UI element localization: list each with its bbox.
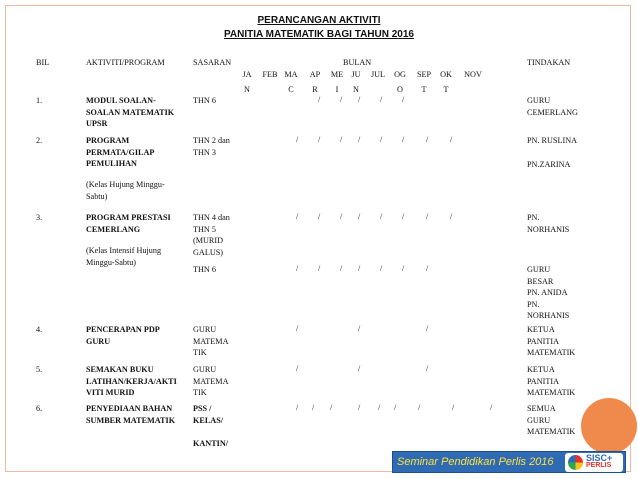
row3-tindakan: PN. NORHANIS <box>527 213 570 234</box>
sun-icon <box>568 455 583 470</box>
tick-mark: / <box>358 135 361 144</box>
page-subtitle: PANITIA MATEMATIK BAGI TAHUN 2016 <box>223 29 414 40</box>
tick-mark: / <box>378 403 381 412</box>
tick-mark: / <box>452 403 455 412</box>
tick-mark: / <box>450 135 453 144</box>
tick-mark: / <box>318 212 321 221</box>
month-sept: SEP T <box>416 70 432 94</box>
tick-mark: / <box>296 403 299 412</box>
tick-mark: / <box>380 264 383 273</box>
tick-mark: / <box>426 324 429 333</box>
row6-bil: 6. <box>36 404 43 413</box>
month-okt: OK T <box>440 70 452 94</box>
row6-tindakan: SEMUA GURU MATEMATIK <box>527 404 576 436</box>
row3b-sasaran: THN 6 <box>193 265 216 274</box>
header-tindakan: TINDAKAN <box>527 58 571 67</box>
row4-bil: 4. <box>36 325 43 334</box>
row5-tindakan: KETUA PANITIA MATEMATIK <box>527 365 576 397</box>
header-sasaran: SASARAN <box>193 58 232 67</box>
tick-mark: / <box>358 403 361 412</box>
tick-mark: / <box>402 95 405 104</box>
month-feb: FEB <box>262 70 278 79</box>
tick-mark: / <box>340 264 343 273</box>
tick-mark: / <box>296 212 299 221</box>
tick-mark: / <box>296 364 299 373</box>
tick-mark: / <box>296 135 299 144</box>
row3-bil: 3. <box>36 213 43 222</box>
row3b-tindakan: GURU BESAR PN. ANIDA PN. NORHANIS <box>527 265 570 320</box>
month-jun: JU N <box>351 70 361 94</box>
tick-mark: / <box>380 95 383 104</box>
tick-mark: / <box>402 264 405 273</box>
tick-mark: / <box>340 212 343 221</box>
month-ogo: OG O <box>394 70 406 94</box>
row2-tindakan: PN. RUSLINA PN.ZARINA <box>527 136 578 169</box>
tick-mark: / <box>358 95 361 104</box>
row4-sasaran: GURU MATEMA TIK <box>193 325 229 357</box>
footer-text: Seminar Pendidikan Perlis 2016 <box>397 456 554 468</box>
row2-note: (Kelas Hujung Minggu- Sabtu) <box>86 180 165 201</box>
tick-mark: / <box>394 403 397 412</box>
month-jan: JA N <box>242 70 252 94</box>
tick-mark: / <box>318 95 321 104</box>
row2-bil: 2. <box>36 136 43 145</box>
tick-mark: / <box>358 364 361 373</box>
tick-mark: / <box>340 135 343 144</box>
row5-sasaran: GURU MATEMA TIK <box>193 365 229 397</box>
tick-mark: / <box>296 264 299 273</box>
tick-mark: / <box>296 324 299 333</box>
header-bulan: BULAN <box>343 58 372 67</box>
month-mei: ME I <box>330 70 344 94</box>
row5-bil: 5. <box>36 365 43 374</box>
tick-mark: / <box>418 403 421 412</box>
tick-mark: / <box>358 212 361 221</box>
decorative-circle <box>581 398 637 454</box>
month-nov: NOV <box>464 70 482 79</box>
tick-mark: / <box>318 135 321 144</box>
page-title: PERANCANGAN AKTIVITI <box>257 15 381 26</box>
tick-mark: / <box>318 264 321 273</box>
row4-tindakan: KETUA PANITIA MATEMATIK <box>527 325 576 357</box>
row1-tindakan: GURU CEMERLANG <box>527 96 578 117</box>
row3-sasaran: THN 4 dan THN 5 (MURID GALUS) <box>193 213 230 257</box>
row6-sasaran: PSS / KELAS/ KANTIN/ <box>193 404 229 448</box>
tick-mark: / <box>312 403 315 412</box>
tick-mark: / <box>402 212 405 221</box>
tick-mark: / <box>340 95 343 104</box>
header-bil: BIL <box>36 58 50 67</box>
tick-mark: / <box>380 135 383 144</box>
tick-mark: / <box>450 212 453 221</box>
row1-bil: 1. <box>36 96 43 105</box>
month-mac: MA C <box>284 70 298 94</box>
tick-mark: / <box>358 324 361 333</box>
tick-mark: / <box>358 264 361 273</box>
row2-program: PROGRAM PERMATA/GILAP PEMULIHAN <box>86 136 155 168</box>
footer-banner <box>392 451 626 473</box>
month-jul: JUL <box>370 70 386 79</box>
header-aktiviti: AKTIVITI/PROGRAM <box>86 58 165 67</box>
tick-mark: / <box>426 264 429 273</box>
row3-program: PROGRAM PRESTASI CEMERLANG <box>86 213 171 234</box>
row6-program: PENYEDIAAN BAHAN SUMBER MATEMATIK <box>86 404 176 425</box>
tick-mark: / <box>426 135 429 144</box>
row1-program: MODUL SOALAN- SOALAN MATEMATIK UPSR <box>86 96 175 128</box>
tick-mark: / <box>426 212 429 221</box>
row2-sasaran: THN 2 dan THN 3 <box>193 136 230 157</box>
tick-mark: / <box>380 212 383 221</box>
row5-program: SEMAKAN BUKU LATIHAN/KERJA/AKTI VITI MURID <box>86 365 177 397</box>
row3-note: (Kelas Intensif Hujung Minggu-Sabtu) <box>86 246 162 267</box>
tick-mark: / <box>490 403 493 412</box>
tick-mark: / <box>426 364 429 373</box>
row4-program: PENCERAPAN PDP GURU <box>86 325 160 346</box>
sisc-logo: SISC+ PERLIS <box>565 453 623 472</box>
month-apr: AP R <box>309 70 321 94</box>
tick-mark: / <box>330 403 333 412</box>
tick-mark: / <box>402 135 405 144</box>
row1-sasaran: THN 6 <box>193 96 216 105</box>
